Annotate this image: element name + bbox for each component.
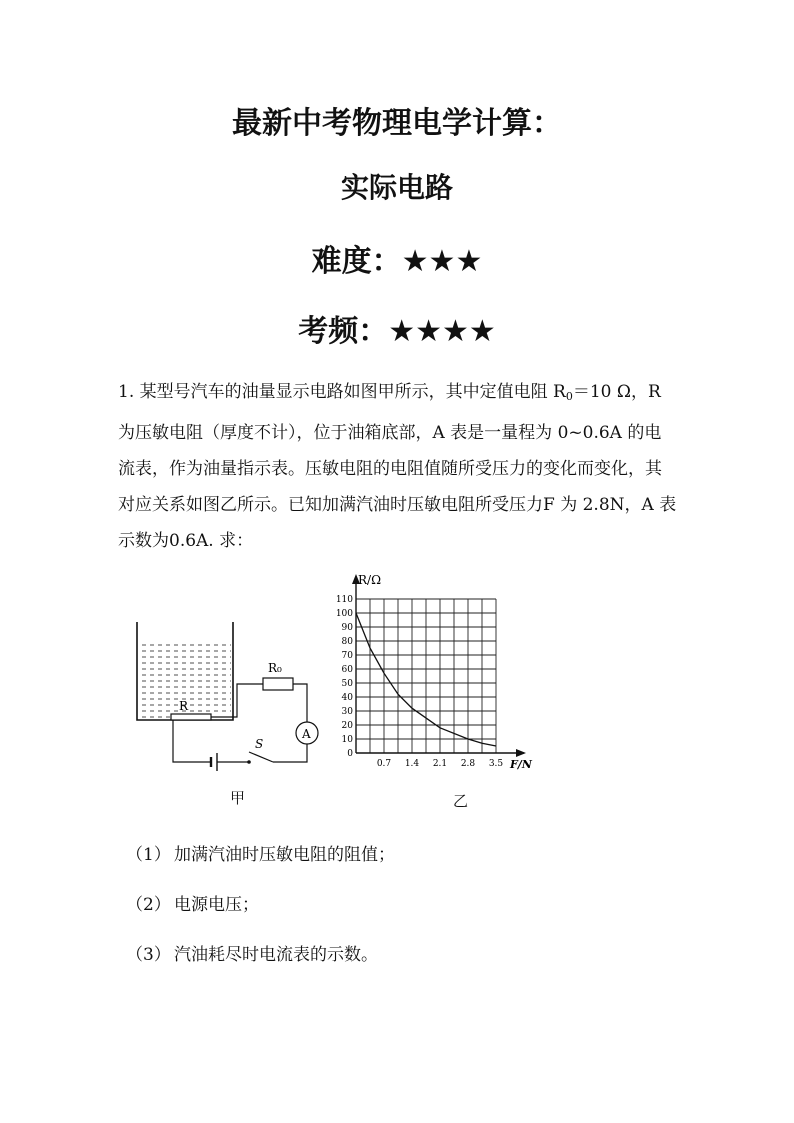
y-tick-label: 70 bbox=[341, 651, 353, 661]
x-tick-label: 1.4 bbox=[404, 759, 420, 769]
chart-grid bbox=[356, 599, 496, 753]
question-text: 加满汽油时压敏电阻的阻值； bbox=[174, 845, 395, 865]
pressure-resistor bbox=[171, 714, 211, 720]
y-tick-label: 30 bbox=[341, 707, 353, 717]
y-tick-label: 40 bbox=[341, 693, 353, 703]
resistor-r0 bbox=[263, 678, 293, 690]
difficulty-rating: 难度：★★★ bbox=[311, 244, 483, 279]
chart-axes bbox=[352, 574, 526, 757]
label-r: R bbox=[179, 699, 189, 713]
resistance-force-chart bbox=[326, 570, 536, 780]
question-number: （1） bbox=[126, 845, 171, 865]
question-2 bbox=[126, 890, 259, 915]
y-tick-label: 100 bbox=[335, 609, 353, 619]
question-text: 电源电压； bbox=[174, 895, 259, 915]
x-axis-arrow bbox=[516, 749, 526, 757]
circuit-diagram bbox=[125, 600, 325, 780]
y-tick-label: 20 bbox=[341, 721, 353, 731]
question-number: （3） bbox=[126, 945, 171, 965]
x-tick-label: 3.5 bbox=[488, 759, 504, 769]
y-tick-label: 10 bbox=[341, 735, 353, 745]
y-tick-label: 90 bbox=[341, 623, 353, 633]
problem-text-a: 1. 某型号汽车的油量显示电路如图甲所示，其中定值电阻 R bbox=[118, 382, 566, 402]
x-tick-label: 2.8 bbox=[460, 759, 476, 769]
x-tick-label: 0.7 bbox=[376, 759, 392, 769]
problem-statement bbox=[118, 374, 678, 559]
switch-arm bbox=[249, 752, 273, 762]
chart-tick-labels bbox=[336, 595, 504, 769]
y-axis-label: R/Ω bbox=[358, 573, 382, 587]
page-title: 最新中考物理电学计算： bbox=[232, 106, 562, 141]
label-r0: R₀ bbox=[268, 661, 282, 675]
y-tick-label: 80 bbox=[341, 637, 353, 647]
wire-left bbox=[173, 720, 211, 762]
x-tick-label: 2.1 bbox=[432, 759, 448, 769]
figure-b-caption: 乙 bbox=[453, 792, 469, 810]
question-1 bbox=[126, 840, 395, 865]
problem-text-b: ＝10 Ω，R 为压敏电阻（厚度不计），位于油箱底部，A 表是一量程为 0~0.6A 的电流表，作为油量指示表。压敏电阻的电阻值随所受压力的变化而变化，其对应关系如图乙所示。已知加满汽油时压敏电阻所受压力F 为 2.8N，A 表示数为0.6A. 求： bbox=[118, 382, 677, 551]
question-number: （2） bbox=[126, 895, 171, 915]
figure-a-caption: 甲 bbox=[230, 789, 246, 807]
topic-title: 实际电路 bbox=[340, 171, 453, 204]
y-tick-label: 0 bbox=[347, 749, 353, 759]
wire-bottom-right bbox=[273, 744, 307, 762]
label-s: S bbox=[255, 737, 264, 751]
question-text: 汽油耗尽时电流表的示数。 bbox=[174, 945, 378, 965]
label-a: A bbox=[302, 727, 311, 741]
question-3 bbox=[126, 940, 378, 965]
y-tick-label: 110 bbox=[335, 595, 353, 605]
y-tick-label: 50 bbox=[341, 679, 353, 689]
r0-subscript: 0 bbox=[565, 390, 573, 403]
frequency-rating: 考频：★★★★ bbox=[298, 314, 496, 349]
y-tick-label: 60 bbox=[341, 665, 353, 675]
wire-r0-ammeter bbox=[293, 684, 307, 722]
x-axis-label: F/N bbox=[510, 758, 532, 771]
